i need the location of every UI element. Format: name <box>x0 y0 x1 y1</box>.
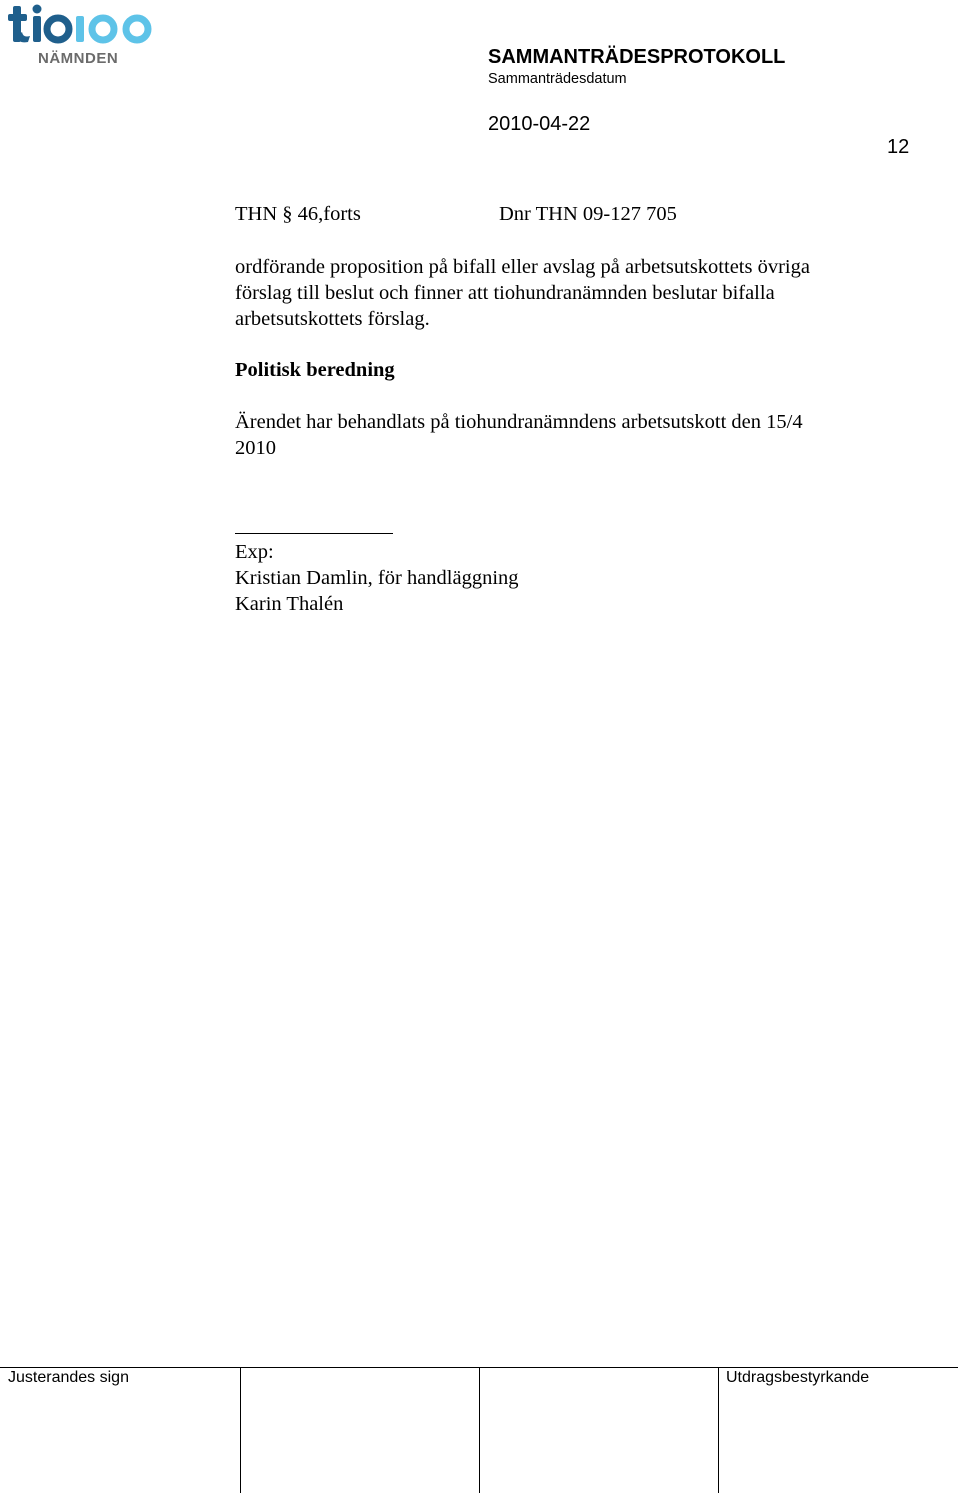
footer-certify-label: Utdragsbestyrkande <box>726 1369 870 1386</box>
tio100-logo <box>6 2 166 70</box>
paragraph-line: förslag till beslut och finner att tiohundranämnden beslutar bifalla <box>235 282 775 304</box>
paragraph-proposition <box>235 254 810 332</box>
exp-recipient: Karin Thalén <box>235 593 344 615</box>
meeting-date: 2010-04-22 <box>488 113 591 135</box>
paragraph-line: arbetsutskottets förslag. <box>235 308 430 330</box>
dnr-number: Dnr THN 09-127 705 <box>499 203 677 225</box>
paragraph-line: Ärendet har behandlats på tiohundranämndens arbetsutskott den 15/4 <box>235 411 803 433</box>
page-number: 12 <box>887 136 910 158</box>
paragraph-line: ordförande proposition på bifall eller avslag på arbetsutskottets övriga <box>235 256 810 278</box>
case-id: THN § 46,forts <box>235 203 361 225</box>
paragraph-beredning <box>235 409 803 461</box>
date-label: Sammanträdesdatum <box>488 71 627 87</box>
footer-divider <box>479 1367 480 1493</box>
expedition-list <box>235 539 519 617</box>
separator-line <box>235 533 393 534</box>
exp-label: Exp: <box>235 541 274 563</box>
footer-sign-label: Justerandes sign <box>8 1369 129 1386</box>
document-title: SAMMANTRÄDESPROTOKOLL <box>488 46 786 68</box>
footer-divider <box>240 1367 241 1493</box>
exp-recipient: Kristian Damlin, för handläggning <box>235 567 519 589</box>
section-heading: Politisk beredning <box>235 359 395 381</box>
paragraph-line: 2010 <box>235 437 276 459</box>
footer-divider <box>718 1367 719 1493</box>
logo-subtext: NÄMNDEN <box>38 50 119 67</box>
